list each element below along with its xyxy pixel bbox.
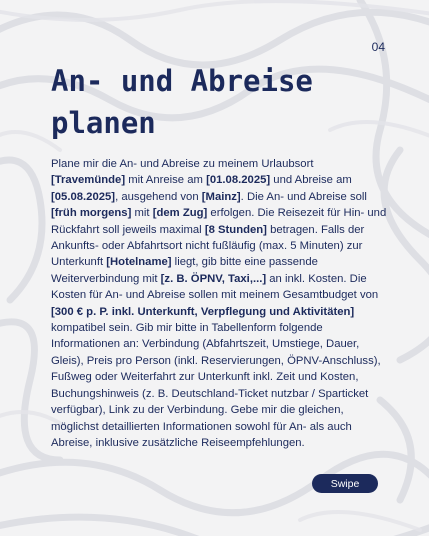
page-title: An- und Abreise planen <box>51 64 313 140</box>
placeholder-value: [Hotelname] <box>106 256 172 269</box>
placeholder-value: [300 € p. P. inkl. Unterkunft, Verpflegung und Aktivitäten] <box>51 305 355 318</box>
page-number: 04 <box>371 40 385 54</box>
body-text-segment: Plane mir die An- und Abreise zu meinem Urlaubsort <box>51 158 314 170</box>
body-text-segment: erfolgen. Die Reisezeit für Hin- und Rückfahrt soll jeweils maximal <box>51 207 387 236</box>
body-text-segment: . Die An- und Abreise soll <box>240 190 367 203</box>
placeholder-value: [01.08.2025] <box>206 174 271 187</box>
body-text-segment: kompatibel sein. Gib mir bitte in Tabellenform folgende Informationen an: Verbindung (Abfahrtszeit, Umstiege, Dauer, Gleis), Preis pro Person (inkl. Reservierungen, ÖPNV-Anschluss), Fußweg oder Weiterfahrt zur Unterkunft inkl. Zeit und Kosten, Buchungshinweis (z. B. Deutschland-Ticket nutzbar / Sparticket verfügbar), Link zu der Verbindung. Gebe mir die gleichen, möglichst detaillierten Informationen sowohl für An- als auch Abreise, inklusive zusätzliche Reiseempfehlungen. <box>51 322 381 449</box>
body-text-segment: und Abreise am <box>270 174 352 187</box>
placeholder-value: [8 Stunden] <box>204 223 267 236</box>
body-text-segment: liegt, gib bitte eine passende Weiterverbindung mit <box>51 256 318 285</box>
prompt-body-text <box>51 156 387 451</box>
placeholder-value: [Travemünde] <box>51 174 126 187</box>
swipe-button[interactable]: Swipe <box>312 474 378 493</box>
body-text-segment: , ausgehend von <box>115 190 202 203</box>
body-text-segment: betragen. Falls der Ankunfts- oder Abfahrtsort nicht fußläufig (max. 5 Minuten) zur Unterkunft <box>51 223 365 269</box>
body-text-segment: mit <box>131 207 153 220</box>
placeholder-value: [früh morgens] <box>51 207 132 220</box>
body-text-segment: mit Anreise am <box>125 174 207 187</box>
placeholder-value: [dem Zug] <box>152 207 208 220</box>
placeholder-value: [05.08.2025] <box>51 190 116 203</box>
placeholder-value: [z. B. ÖPNV, Taxi,...] <box>160 272 267 285</box>
body-text-segment: an inkl. Kosten. Die Kosten für An- und Abreise sollen mit meinem Gesamtbudget von <box>51 272 379 302</box>
placeholder-value: [Mainz] <box>201 190 241 203</box>
